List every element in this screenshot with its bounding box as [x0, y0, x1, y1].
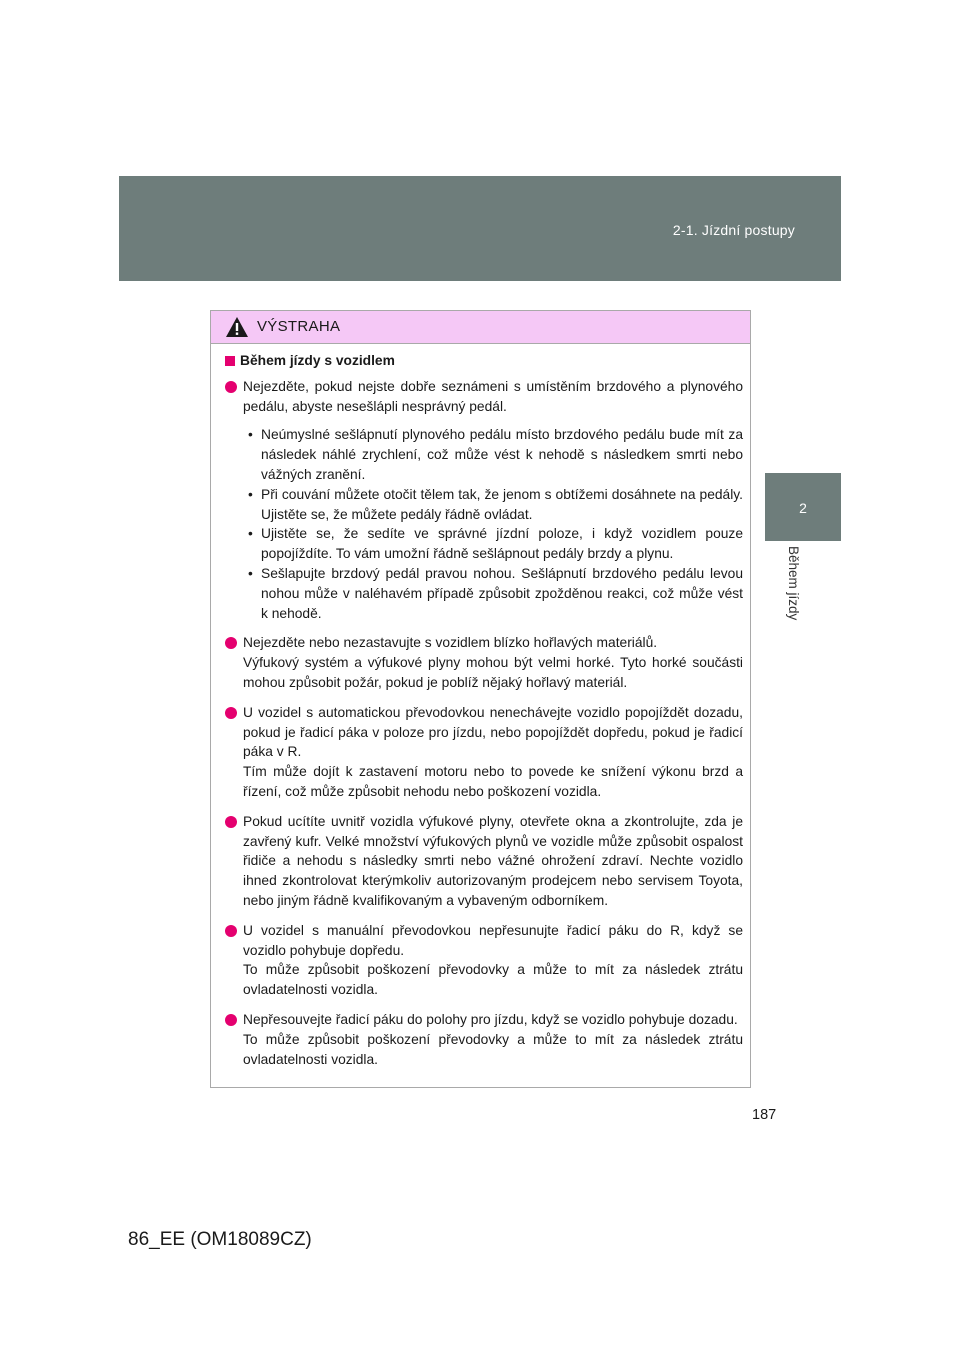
bullet-paragraph: U vozidel s automatickou převodovkou nenechávejte vozidlo popojíždět dozadu, pokud je řadicí páka v poloze pro jízdu, nebo popojíždět dopředu, pokud je řadicí páka v R. — [243, 704, 743, 760]
dot-bullet-icon: • — [248, 565, 253, 581]
document-code: 86_EE (OM18089CZ) — [128, 1229, 312, 1250]
warning-title: VÝSTRAHA — [257, 318, 341, 335]
bullet-paragraph: U vozidel s manuální převodovkou nepřesunujte řadicí páku do R, když se vozidlo pohybuje dopředu. — [243, 922, 743, 958]
warning-bullet — [225, 812, 743, 911]
warning-bullet — [225, 377, 743, 624]
bullet-paragraph: Tím může dojít k zastavení motoru nebo to povede ke snížení výkonu brzd a řízení, což může způsobit nehodu nebo poškození vozidla. — [243, 764, 743, 799]
header-band — [119, 176, 841, 281]
chapter-number: 2 — [799, 500, 807, 516]
section-title: 2-1. Jízdní postupy — [672, 222, 795, 238]
warning-bullet — [225, 633, 743, 692]
chapter-tab — [765, 473, 841, 541]
dot-bullet-icon: • — [248, 486, 253, 502]
bullet-paragraph: Nejezděte, pokud nejste dobře seznámeni s umístěním brzdového a plynového pedálu, abyste nesešlápli nesprávný pedál. — [243, 378, 743, 414]
bullet-paragraph: To může způsobit poškození převodovky a může to mít za následek ztrátu ovladatelnosti vozidla. — [243, 1031, 743, 1067]
sub-item: • Při couvání můžete otočit tělem tak, že jenom s obtížemi dosáhnete na pedály. Ujistěte se, že můžete pedály řádně ovládat. — [248, 486, 743, 522]
bullet-paragraph: Pokud ucítíte uvnitř vozidla výfukové plyny, otevřete okna a zkontrolujte, zda je zavřený kufr. Velké množství výfukových plynů ve vozidle může způsobit ospalost řidiče a nehodu s následky smrti nebo vážné ohrožení zdraví. Nechte vozidlo ihned zkontrolovat kterýmkoliv autorizovaným prodejcem nebo servisem Toyota, nebo jiným řádně kvalifikovaným a vybaveným odborníkem. — [243, 813, 743, 908]
circle-bullet-icon — [225, 816, 237, 828]
circle-bullet-icon — [225, 1014, 237, 1026]
warning-box — [210, 310, 751, 1088]
circle-bullet-icon — [225, 707, 237, 719]
warning-body — [211, 344, 750, 1079]
warning-bullet — [225, 703, 743, 802]
chapter-label — [786, 546, 804, 636]
square-bullet-icon — [225, 356, 235, 366]
bullet-paragraph: Nepřesouvejte řadicí páku do polohy pro jízdu, když se vozidlo pohybuje dozadu. — [243, 1011, 738, 1027]
warning-triangle-icon — [225, 316, 249, 338]
sub-item: • Neúmyslné sešlápnutí plynového pedálu místo brzdového pedálu bude mít za následek náhlé zrychlení, což může vést k nehodě s následkem smrti nebo vážných zranění. — [248, 427, 743, 482]
page-number: 187 — [752, 1107, 777, 1123]
sub-item: • Sešlapujte brzdový pedál pravou nohou. Sešlápnutí brzdového pedálu levou nohou může v naléhavém případě způsobit zpožděnou reakci, což může vést k nehodě. — [248, 565, 743, 621]
warning-bullet — [225, 1010, 743, 1069]
bullet-paragraph: Nejezděte nebo nezastavujte s vozidlem blízko hořlavých materiálů. — [243, 635, 658, 651]
sub-list — [243, 425, 743, 623]
dot-bullet-icon: • — [248, 427, 253, 443]
circle-bullet-icon — [225, 637, 237, 649]
section-heading — [225, 351, 743, 371]
warning-header — [211, 311, 750, 344]
sub-item: • Ujistěte se, že sedíte ve správné jízdní poloze, i když vozidlem pouze popojíždíte. To vám umožní řádně sešlápnout pedály brzdy a plynu. — [248, 526, 743, 562]
warning-bullet — [225, 921, 743, 1000]
circle-bullet-icon — [225, 381, 237, 393]
bullet-paragraph: To může způsobit poškození převodovky a může to mít za následek ztrátu ovladatelnosti vozidla. — [243, 962, 743, 998]
dot-bullet-icon: • — [248, 526, 253, 542]
chapter-label-text: Během jízdy — [786, 546, 801, 621]
section-heading-text: Během jízdy s vozidlem — [240, 353, 395, 368]
circle-bullet-icon — [225, 925, 237, 937]
bullet-paragraph: Výfukový systém a výfukové plyny mohou být velmi horké. Tyto horké součásti mohou způsobit požár, pokud je poblíž nějaký hořlavý materiál. — [243, 655, 743, 690]
